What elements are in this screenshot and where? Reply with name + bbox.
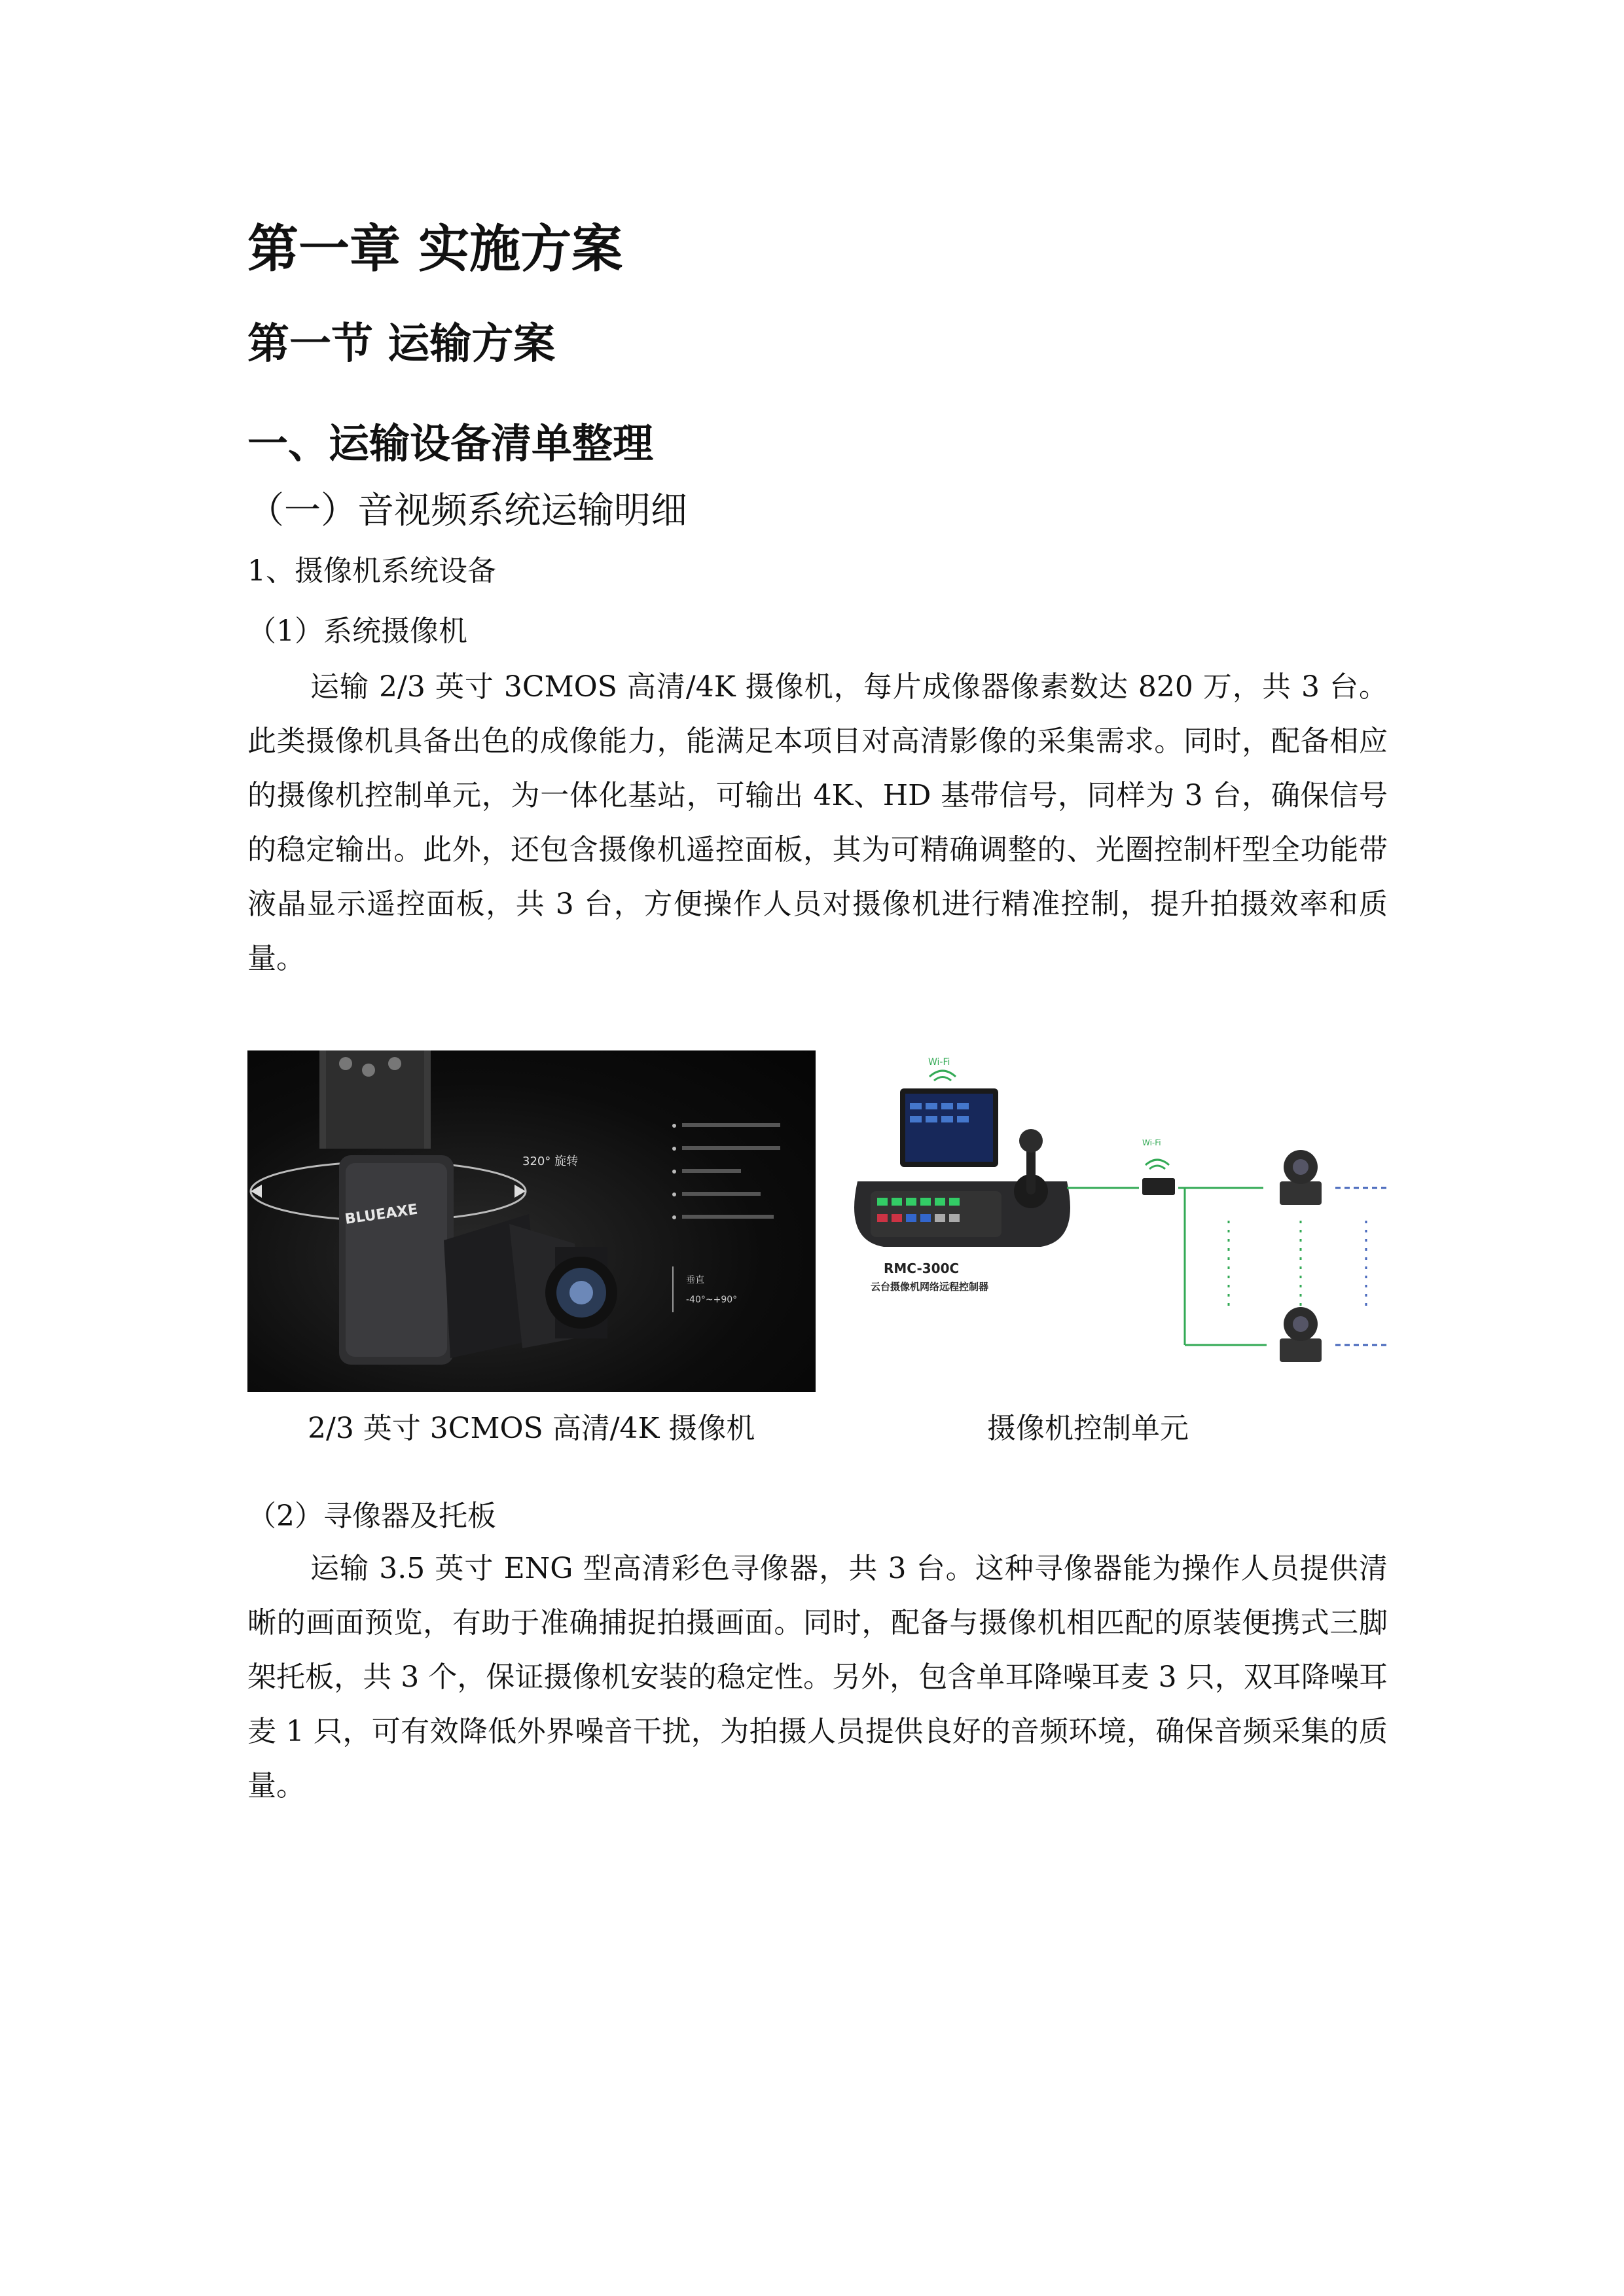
subsection-title: 一、运输设备清单整理 bbox=[247, 420, 654, 467]
svg-text:BLUEAXE: BLUEAXE bbox=[344, 1201, 419, 1228]
figure-2-caption: 摄像机控制单元 bbox=[987, 1412, 1189, 1445]
control-unit-diagram bbox=[844, 1050, 1388, 1392]
svg-text:垂直: 垂直 bbox=[686, 1275, 704, 1285]
sub-item-title: （2）寻像器及托板 bbox=[247, 1499, 496, 1533]
svg-text:云台摄像机网络远程控制器: 云台摄像机网络远程控制器 bbox=[871, 1281, 989, 1293]
paragraph-camera: 运输 2/3 英寸 3CMOS 高清/4K 摄像机，每片成像器像素数达 820 万，共 3 台。此类摄像机具备出色的成像能力，能满足本项目对高清影像的采集需求。同时，配备相应的摄像机控制单元，为一体化基站，可输出 4K、HD 基带信号，同样为 3 台，确保信号的稳定输出。此外，还包含摄像机遥控面板，其为可精确调整的、光圈控制杆型全功能带液晶显示遥控面板，共 3 台，方便操作人员对摄像机进行精准控制，提升拍摄效率和质量。 bbox=[247, 670, 1388, 975]
camera-photo bbox=[247, 1050, 816, 1392]
paragraph-viewfinder: 运输 3.5 英寸 ENG 型高清彩色寻像器，共 3 台。这种寻像器能为操作人员提供清晰的画面预览，有助于准确捕捉拍摄画面。同时，配备与摄像机相匹配的原装便携式三脚架托板，共 3 个，保证摄像机安装的稳定性。另外，包含单耳降噪耳麦 3 只，双耳降噪耳麦 1 只，可有效降低外界噪音干扰，为拍摄人员提供良好的音频环境，确保音频采集的质量。 bbox=[247, 1552, 1388, 1803]
part-title: （一）音视频系统运输明细 bbox=[247, 490, 687, 532]
chapter-title: 第一章 实施方案 bbox=[247, 220, 623, 279]
svg-text:Wi-Fi: Wi-Fi bbox=[928, 1057, 950, 1067]
section-title: 第一节 运输方案 bbox=[247, 320, 556, 368]
control-unit-illustration bbox=[844, 1050, 1388, 1392]
svg-text:320° 旋转: 320° 旋转 bbox=[522, 1155, 579, 1168]
svg-text:RMC-300C: RMC-300C bbox=[884, 1261, 960, 1276]
svg-text:Wi-Fi: Wi-Fi bbox=[1142, 1138, 1161, 1147]
svg-text:-40°~+90°: -40°~+90° bbox=[686, 1295, 738, 1305]
figure-1-caption: 2/3 英寸 3CMOS 高清/4K 摄像机 bbox=[308, 1412, 755, 1445]
camera-illustration bbox=[247, 1050, 816, 1392]
sub-item-title: （1）系统摄像机 bbox=[247, 615, 467, 648]
item-title: 1、摄像机系统设备 bbox=[247, 554, 496, 588]
